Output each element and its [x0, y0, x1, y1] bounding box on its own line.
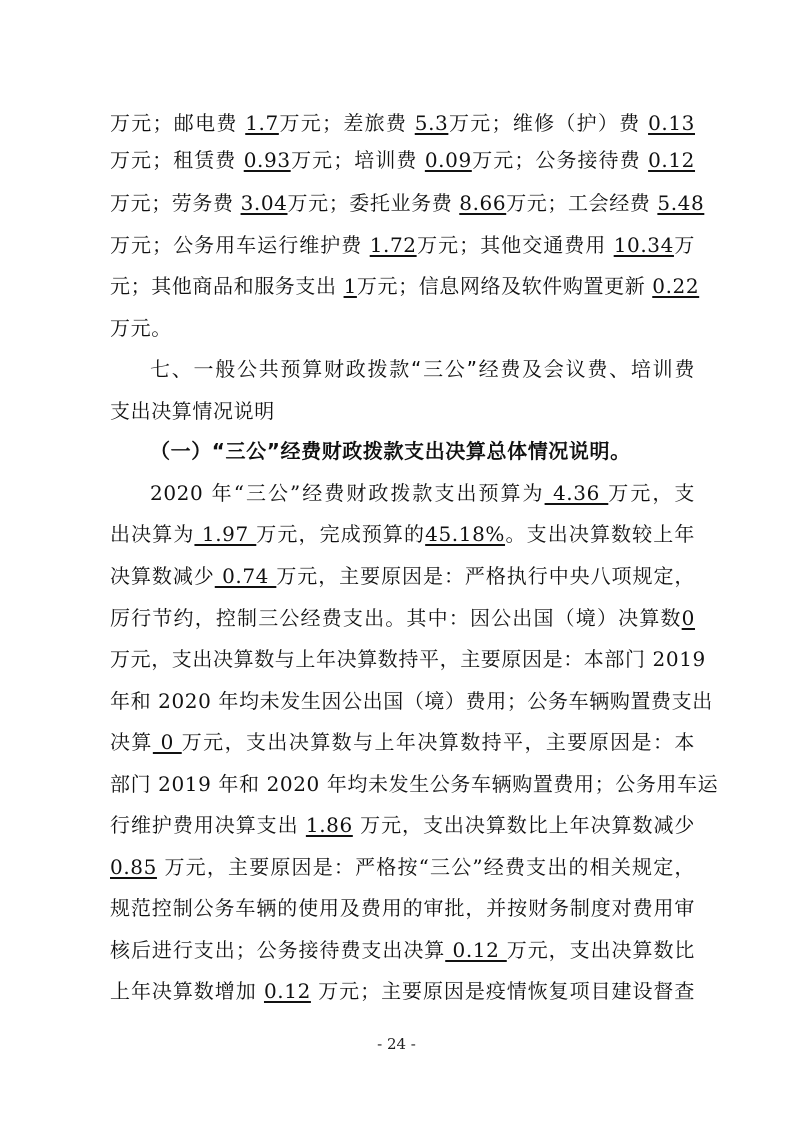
- paragraph-line: 核后进行支出；公务接待费支出决算 0.12 万元，支出决算数比: [110, 938, 695, 962]
- paragraph-line: 厉行节约，控制三公经费支出。其中：因公出国（境）决算数0: [110, 606, 695, 630]
- text-line: 万元；邮电费 1.7万元；差旅费 5.3万元；维修（护）费 0.13: [110, 111, 695, 135]
- paragraph-line: 出决算为 1.97 万元，完成预算的45.18%。支出决算数较上年: [110, 522, 695, 546]
- paragraph-line: 规范控制公务车辆的使用及费用的审批，并按财务制度对费用审: [110, 896, 695, 920]
- text-line: 元；其他商品和服务支出 1万元；信息网络及软件购置更新 0.22: [110, 274, 700, 298]
- text-line: 万元；租赁费 0.93万元；培训费 0.09万元；公务接待费 0.12: [110, 148, 696, 172]
- paragraph-line: 行维护费用决算支出 1.86 万元，支出决算数比上年决算数减少: [110, 813, 695, 837]
- page-number: - 24 -: [377, 1035, 416, 1053]
- subsection-heading: （一）“三公”经费财政拨款支出决算总体情况说明。: [150, 439, 631, 463]
- paragraph-line: 部门 2019 年和 2020 年均未发生公务车辆购置费用；公务用车运: [110, 772, 719, 796]
- text-line: 万元；公务用车运行维护费 1.72万元；其他交通费用 10.34万: [110, 233, 695, 257]
- section-heading-continued: 支出决算情况说明: [110, 399, 275, 423]
- paragraph-line: 决算数减少 0.74 万元，主要原因是：严格执行中央八项规定，: [110, 564, 696, 588]
- section-heading: 七、一般公共预算财政拨款“三公”经费及会议费、培训费: [150, 357, 695, 381]
- text-line: 万元；劳务费 3.04万元；委托业务费 8.66万元；工会经费 5.48: [110, 191, 705, 215]
- text-line: 万元。: [110, 316, 172, 340]
- paragraph-line: 0.85 万元，主要原因是：严格按“三公”经费支出的相关规定，: [110, 855, 695, 879]
- paragraph-line: 上年决算数增加 0.12 万元；主要原因是疫情恢复项目建设督查: [110, 979, 695, 1003]
- paragraph-line: 年和 2020 年均未发生因公出国（境）费用；公务车辆购置费支出: [110, 689, 713, 713]
- paragraph-line: 决算 0 万元，支出决算数与上年决算数持平，主要原因是：本: [110, 730, 695, 754]
- paragraph-line: 万元，支出决算数与上年决算数持平，主要原因是：本部门 2019: [110, 647, 706, 671]
- paragraph-line: 2020 年“三公”经费财政拨款支出预算为 4.36 万元，支: [150, 481, 695, 505]
